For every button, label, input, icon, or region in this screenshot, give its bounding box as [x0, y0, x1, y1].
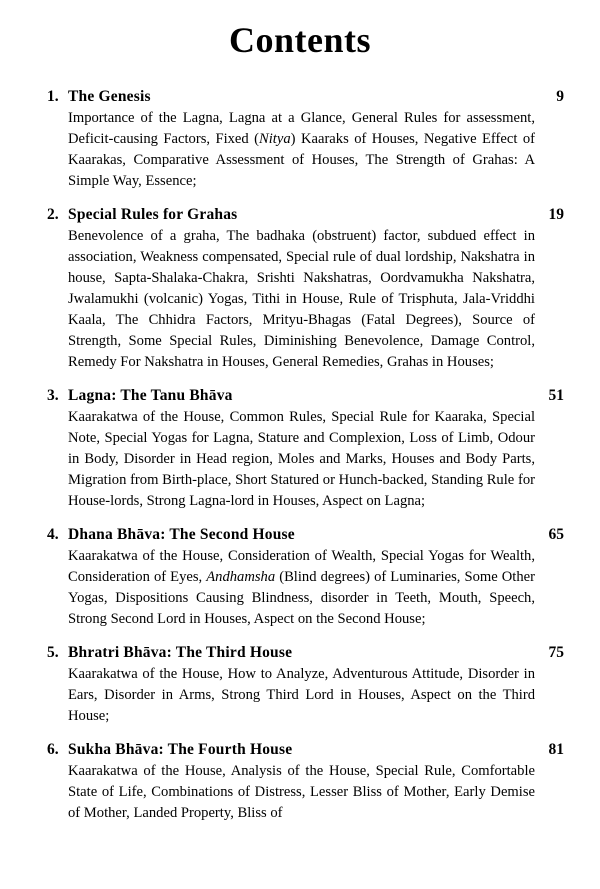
- toc-entry-heading[interactable]: [47, 87, 564, 107]
- toc-entry-number: 1.: [47, 88, 59, 105]
- toc-entry-title: Bhratri Bhāva: The Third House: [68, 644, 293, 661]
- toc-entry-heading[interactable]: [47, 643, 564, 663]
- toc-entry-heading[interactable]: [47, 205, 564, 225]
- toc-entry-description: Kaarakatwa of the House, Analysis of the House, Special Rule, Comfortable State of Life, Combinations of Distress, Lesser Bliss of Mother, Early Demise of Mother, Landed Property, Bliss of: [68, 763, 535, 821]
- toc-entry: [47, 525, 564, 630]
- toc-entry-title: Special Rules for Grahas: [68, 206, 238, 223]
- toc-entry-page-number: 19: [548, 206, 564, 223]
- toc-entry: [47, 643, 564, 727]
- toc-entry-title: Sukha Bhāva: The Fourth House: [68, 741, 293, 758]
- page-title: Contents: [228, 20, 371, 60]
- toc-entry-heading[interactable]: [47, 740, 564, 760]
- toc-entry-description: Kaarakatwa of the House, Common Rules, Special Rule for Kaaraka, Special Note, Special Yogas for Lagna, Stature and Complexion, Loss of Limb, Odour in Body, Disorder in Head region, Moles and Marks, Houses and Body Parts, Migration from Birth-place, Short Statured or Hunch-backed, Standing Rule for House-lords, Strong Lagna-lord in Houses, Aspect on Lagna;: [68, 409, 535, 509]
- toc-entry-title: Lagna: The Tanu Bhāva: [68, 387, 233, 404]
- toc-entry-heading[interactable]: [47, 386, 564, 406]
- table-of-contents-list: [47, 87, 564, 824]
- toc-entry-page-number: 81: [548, 741, 564, 758]
- toc-entry-title: Dhana Bhāva: The Second House: [68, 526, 295, 543]
- toc-entry-description: Importance of the Lagna, Lagna at a Glance, General Rules for assessment, Deficit-causing Factors, Fixed (Nitya) Kaaraks of Houses, Negative Effect of Kaarakas, Comparative Assessment of Houses, The Strength of Grahas: A Simple Way, Essence;: [68, 110, 535, 189]
- toc-entry-number: 2.: [47, 206, 59, 223]
- toc-entry: [47, 740, 564, 824]
- toc-entry-page-number: 9: [556, 88, 564, 105]
- toc-entry: [47, 386, 564, 512]
- toc-entry-page-number: 65: [548, 526, 564, 543]
- toc-entry: [47, 205, 564, 373]
- toc-entry-description: Kaarakatwa of the House, Consideration of Wealth, Special Yogas for Wealth, Consideration of Eyes, Andhamsha (Blind degrees) of Luminaries, Some Other Yogas, Dispositions Causing Blindness, disorder in Teeth, Mouth, Speech, Strong Second Lord in Houses, Aspect on the Second House;: [68, 548, 535, 627]
- toc-entry-number: 6.: [47, 741, 59, 758]
- toc-entry-heading[interactable]: [47, 525, 564, 545]
- toc-entry-page-number: 75: [548, 644, 564, 661]
- toc-entry-number: 5.: [47, 644, 59, 661]
- toc-entry-page-number: 51: [548, 387, 564, 404]
- toc-entry-title: The Genesis: [68, 88, 151, 105]
- toc-entry-number: 3.: [47, 387, 59, 404]
- toc-entry-description: Kaarakatwa of the House, How to Analyze, Adventurous Attitude, Disorder in Ears, Disorder in Arms, Strong Third Lord in Houses, Aspect on the Third House;: [68, 666, 535, 724]
- toc-entry-number: 4.: [47, 526, 59, 543]
- toc-entry: [47, 87, 564, 192]
- toc-entry-description: Benevolence of a graha, The badhaka (obstruent) factor, subdued effect in association, Weakness compensated, Special rule of dual lordship, Nakshatra in house, Sapta-Shalaka-Chakra, Srishti Nakshatras, Oordvamukha Nakshatra, Jwalamukhi (volcanic) Yogas, Tithi in House, Rule of Trisphuta, Jala-Vriddhi Kaala, The Chhidra Factors, Mrityu-Bhagas (Fatal Degrees), Source of Strength, Some Special Rules, Diminishing Benevolence, Damage Control, Remedy For Nakshatra in Houses, General Remedies, Grahas in Houses;: [68, 228, 535, 370]
